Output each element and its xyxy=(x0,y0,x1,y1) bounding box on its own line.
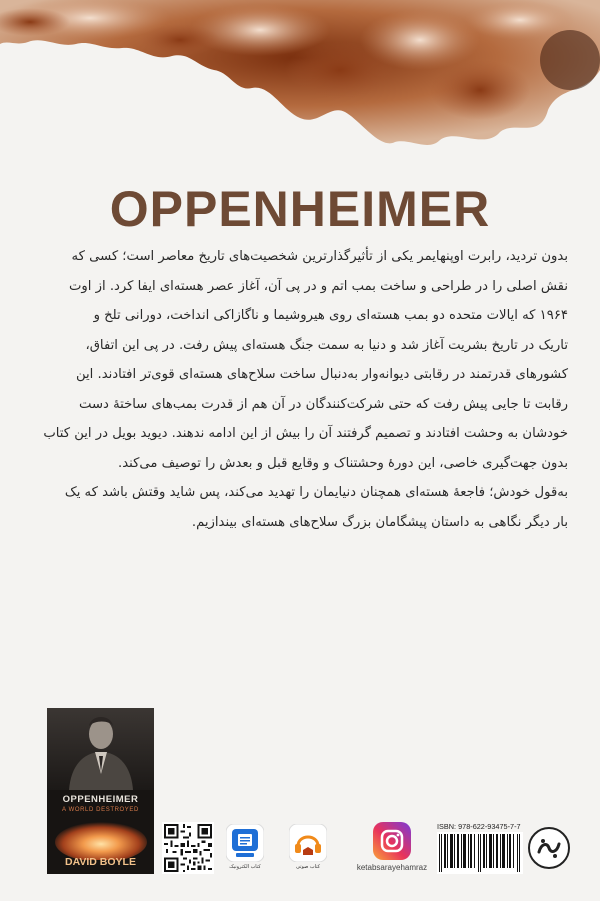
description-line: کشورهای قدرتمند در رقابتی دیوانه‌وار به‌دنبال ساخت سلاح‌های هسته‌ای قوی‌تر افتادند. این xyxy=(75,367,568,382)
description-line: به‌قول خودش؛ فاجعهٔ هسته‌ای همچنان دنیایمان را تهدید می‌کند، پس شاید وقتش باشد که یک xyxy=(64,485,568,500)
ebook-app-link[interactable] xyxy=(222,824,268,870)
book-description xyxy=(40,242,568,537)
front-cover-author: DAVID BOYLE xyxy=(65,856,136,868)
description-line: بار دیگر نگاهی به داستان پیشگامان بزرگ سلاح‌های هسته‌ای بیندازیم. xyxy=(191,514,568,530)
front-cover-title: OPPENHEIMER xyxy=(62,794,139,805)
audiobook-app-label: کتاب صوتی xyxy=(295,864,321,870)
isbn-number: ISBN: 978-622-93475-7-7 xyxy=(437,822,521,831)
description-line: بدون جهت‌گیری خاصی، این دورهٔ وحشتناک و وقایع قبل و بعدش را توصیف می‌کند. xyxy=(118,455,568,471)
portrait-image xyxy=(47,708,154,790)
headphones-icon xyxy=(289,824,327,862)
description-line: ۱۹۶۴ که ایالات متحده دو بمب هسته‌ای روی هیروشیما و ناگازاکی انداخت، دورانی تلخ و xyxy=(93,308,568,323)
qr-code[interactable] xyxy=(162,822,214,874)
ebook-app-label: کتاب الکترونیک xyxy=(229,864,261,870)
front-cover-subtitle: A WORLD DESTROYED xyxy=(62,807,139,813)
publisher-logo xyxy=(527,826,571,870)
explosion-image xyxy=(47,820,154,860)
isbn-block xyxy=(437,822,523,874)
audiobook-app-link[interactable] xyxy=(285,824,331,870)
description-line: تاریک در تاریخ بشریت آغاز شد و دنیا به سمت جنگ هسته‌ای پیش رفت. در پی این اتفاق، xyxy=(85,337,568,353)
description-line: رقابت تا جایی پیش رفت که حتی شرکت‌کنندگان در آن هم از قدرت بمب‌های ساختهٔ دست xyxy=(79,396,568,412)
description-line: بدون تردید، رابرت اوپنهایمر یکی از تأثیرگذارترین شخصیت‌های تاریخ معاصر است؛ کسی که xyxy=(71,249,568,264)
barcode xyxy=(437,832,523,874)
instagram-icon xyxy=(373,822,411,860)
ebook-app-icon xyxy=(226,824,264,862)
description-line: نقش اصلی را در طراحی و ساخت بمب اتم و در پی آن، آغاز عصر هسته‌ای ایفا کرد. از اوت xyxy=(68,278,568,294)
instagram-link[interactable] xyxy=(355,822,429,872)
back-cover-title: OPPENHEIMER xyxy=(109,181,491,237)
front-cover-thumbnail xyxy=(47,708,154,874)
smoke-header-image xyxy=(0,0,600,175)
description-line: خودشان به وحشت افتادند و تصمیم گرفتند آن را بیش از این ادامه ندهند. دیوید بویل در این کتاب xyxy=(43,426,568,441)
instagram-handle: ketabsarayehamraz xyxy=(356,863,428,872)
